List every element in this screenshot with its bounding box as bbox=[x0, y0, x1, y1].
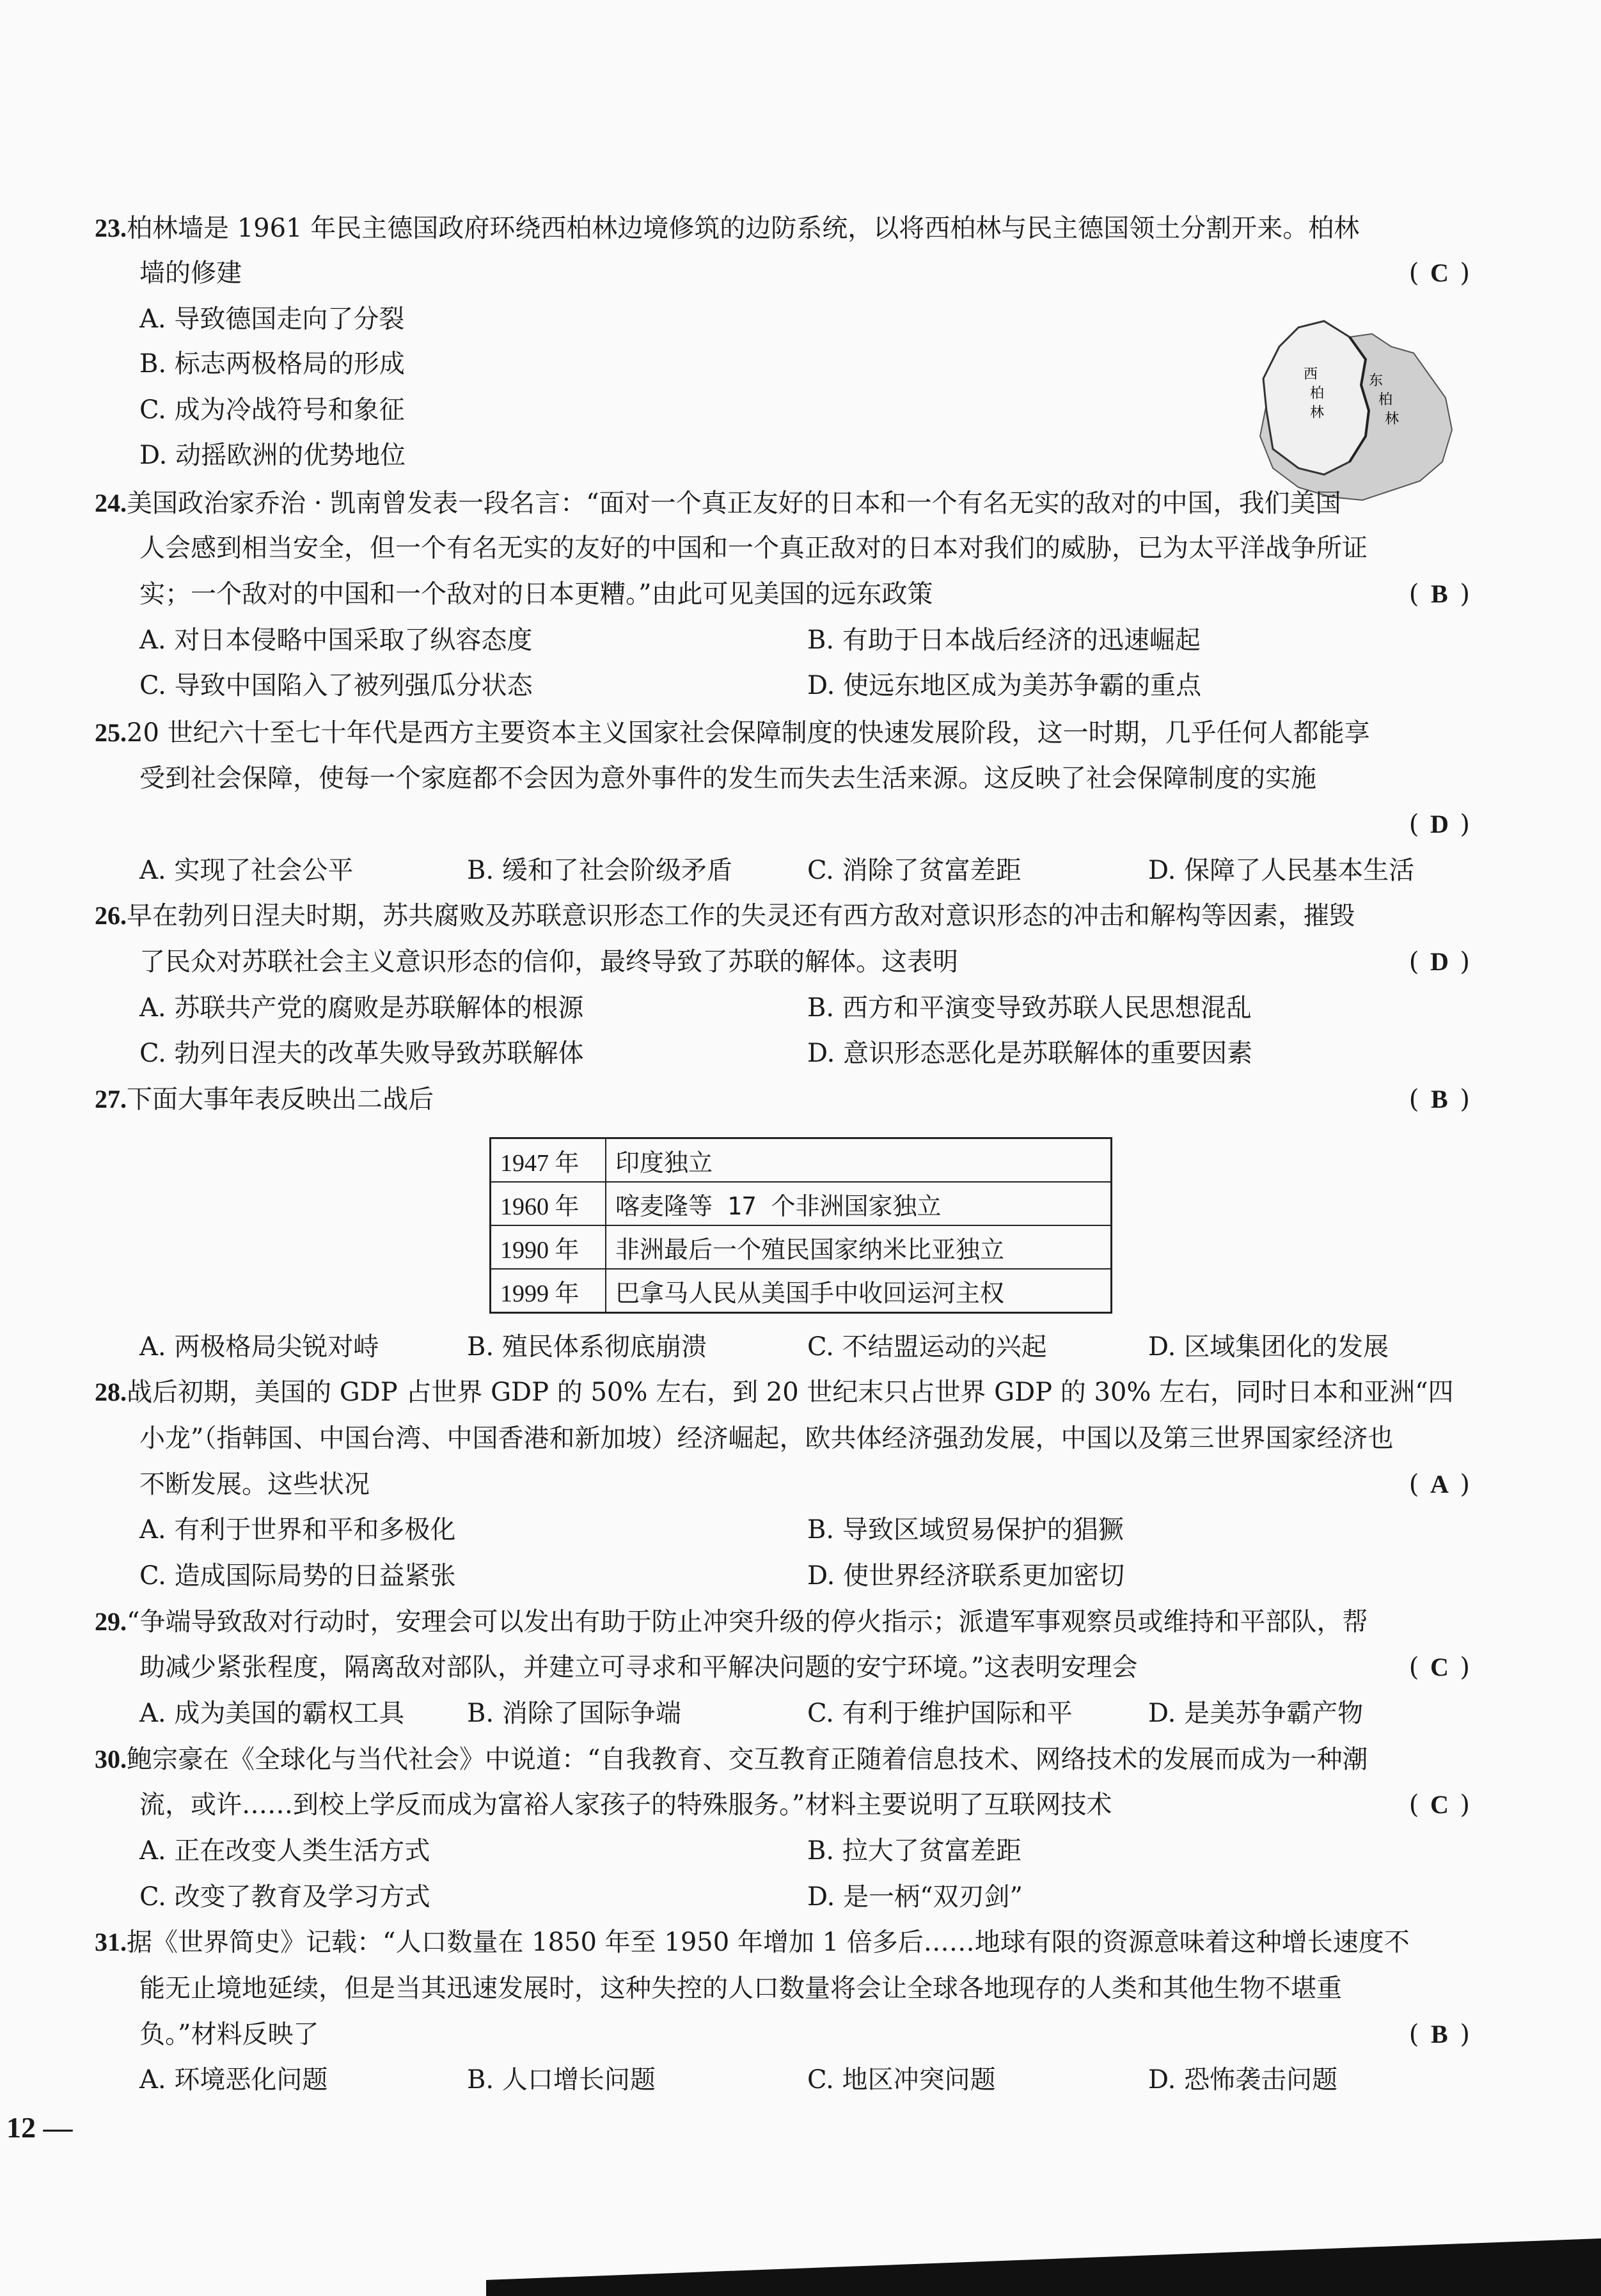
table-year: 1990 年 bbox=[491, 1225, 606, 1269]
answer-letter: B bbox=[1431, 2020, 1448, 2048]
answer-bracket: ( B ) bbox=[1408, 579, 1470, 609]
question-text: 下面大事年表反映出二战后 bbox=[127, 1085, 434, 1114]
question-text: 墙的修建 bbox=[139, 258, 242, 288]
scan-edge-shadow bbox=[486, 2219, 1601, 2296]
question-text: 负。”材料反映了 bbox=[139, 2020, 319, 2049]
table-year: 1960 年 bbox=[491, 1182, 606, 1225]
svg-text:柏: 柏 bbox=[1310, 386, 1325, 402]
answer-letter: A bbox=[1430, 1470, 1449, 1498]
question-number: 30. bbox=[95, 1745, 127, 1773]
option: B. 拉大了贫富差距 bbox=[807, 1836, 1021, 1866]
option: B. 消除了国际争端 bbox=[467, 1699, 681, 1728]
question-text: 流，或许……到校上学反而成为富裕人家孩子的特殊服务。”材料主要说明了互联网技术 bbox=[139, 1790, 1112, 1820]
events-table bbox=[489, 1137, 1112, 1314]
option: C. 导致中国陷入了被列强瓜分状态 bbox=[139, 671, 533, 700]
answer-bracket: ( B ) bbox=[1408, 2020, 1470, 2049]
answer-letter: D bbox=[1430, 947, 1449, 976]
question-text: 早在勃列日涅夫时期，苏共腐败及苏联意识形态工作的失灵还有西方敌对意识形态的冲击和解构等因素，摧毁 bbox=[127, 901, 1355, 931]
option: D. 使世界经济联系更加密切 bbox=[807, 1561, 1125, 1591]
question-text: 鲍宗豪在《全球化与当代社会》中说道：“自我教育、交互教育正随着信息技术、网络技术的发展而成为一种潮 bbox=[127, 1745, 1368, 1774]
question-number: 27. bbox=[95, 1085, 127, 1113]
option: A. 正在改变人类生活方式 bbox=[139, 1836, 430, 1866]
table-year: 1947 年 bbox=[491, 1138, 606, 1183]
option: C. 不结盟运动的兴起 bbox=[807, 1332, 1047, 1362]
question-text: 不断发展。这些状况 bbox=[139, 1470, 370, 1499]
option: A. 成为美国的霸权工具 bbox=[139, 1699, 405, 1728]
table-row bbox=[491, 1182, 1112, 1225]
option: C. 消除了贫富差距 bbox=[807, 856, 1021, 885]
option: D. 是一柄“双刃剑” bbox=[807, 1882, 1023, 1912]
answer-bracket: ( A ) bbox=[1408, 1470, 1470, 1499]
question-text: 据《世界简史》记载：“人口数量在 1850 年至 1950 年增加 1 倍多后……地球有限的资源意味着这种增长速度不 bbox=[127, 1928, 1410, 1957]
svg-text:林: 林 bbox=[1310, 405, 1325, 421]
option: A. 环境恶化问题 bbox=[139, 2065, 328, 2095]
question-number: 25. bbox=[95, 718, 127, 747]
option: A. 实现了社会公平 bbox=[139, 856, 354, 885]
table-event: 非洲最后一个殖民国家纳米比亚独立 bbox=[606, 1225, 1112, 1269]
option: A. 导致德国走向了分裂 bbox=[139, 304, 405, 334]
answer-letter: C bbox=[1430, 258, 1449, 287]
option: D. 意识形态恶化是苏联解体的重要因素 bbox=[807, 1039, 1253, 1068]
option: A. 两极格局尖锐对峙 bbox=[139, 1332, 379, 1362]
answer-letter: C bbox=[1430, 1653, 1449, 1681]
option: B. 西方和平演变导致苏联人民思想混乱 bbox=[807, 993, 1252, 1023]
question-text: 人会感到相当安全，但一个有名无实的友好的中国和一个真正敌对的日本对我们的威胁，已为太平洋战争所证 bbox=[139, 533, 1368, 563]
question-text: 了民众对苏联社会主义意识形态的信仰，最终导致了苏联的解体。这表明 bbox=[139, 947, 958, 977]
option: D. 恐怖袭击问题 bbox=[1148, 2065, 1338, 2095]
answer-bracket: ( C ) bbox=[1408, 1790, 1470, 1820]
west-label: 西 bbox=[1304, 366, 1318, 382]
question-number: 23. bbox=[95, 214, 127, 242]
option: D. 是美苏争霸产物 bbox=[1148, 1699, 1364, 1728]
answer-bracket: ( B ) bbox=[1408, 1085, 1470, 1114]
option: B. 人口增长问题 bbox=[467, 2065, 656, 2095]
option: C. 改变了教育及学习方式 bbox=[139, 1882, 430, 1912]
answer-bracket: ( C ) bbox=[1408, 1653, 1470, 1682]
question-number: 29. bbox=[95, 1607, 127, 1636]
option: B. 殖民体系彻底崩溃 bbox=[467, 1332, 707, 1362]
question-number: 26. bbox=[95, 901, 127, 930]
table-row bbox=[491, 1225, 1112, 1269]
question-text: 战后初期，美国的 GDP 占世界 GDP 的 50% 左右，到 20 世纪末只占世界 GDP 的 30% 左右，同时日本和亚洲“四 bbox=[127, 1378, 1454, 1407]
option: A. 苏联共产党的腐败是苏联解体的根源 bbox=[139, 993, 584, 1023]
east-label: 东 bbox=[1369, 373, 1384, 389]
question-text: 20 世纪六十至七十年代是西方主要资本主义国家社会保障制度的快速发展阶段，这一时期，几乎任何人都能享 bbox=[127, 718, 1370, 748]
question-number: 24. bbox=[95, 489, 127, 517]
option: D. 使远东地区成为美苏争霸的重点 bbox=[807, 671, 1202, 700]
answer-letter: B bbox=[1431, 1085, 1448, 1113]
question-text: 美国政治家乔治 · 凯南曾发表一段名言：“面对一个真正友好的日本和一个有名无实的敌对的中国，我们美国 bbox=[127, 489, 1341, 518]
option: C. 造成国际局势的日益紧张 bbox=[139, 1561, 456, 1591]
answer-bracket: ( D ) bbox=[1408, 947, 1470, 977]
option: C. 成为冷战符号和象征 bbox=[139, 395, 405, 425]
answer-bracket: ( D ) bbox=[1408, 810, 1470, 839]
question-text: “争端导致敌对行动时，安理会可以发出有助于防止冲突升级的停火指示；派遣军事观察员或维持和平部队，帮 bbox=[127, 1607, 1368, 1637]
page-number: 12 — bbox=[6, 2111, 73, 2144]
option: C. 地区冲突问题 bbox=[807, 2065, 996, 2095]
option: C. 勃列日涅夫的改革失败导致苏联解体 bbox=[139, 1039, 584, 1068]
svg-text:柏: 柏 bbox=[1378, 392, 1393, 408]
question-text: 柏林墙是 1961 年民主德国政府环绕西柏林边境修筑的边防系统，以将西柏林与民主德国领土分割开来。柏林 bbox=[127, 214, 1360, 243]
option: B. 缓和了社会阶级矛盾 bbox=[467, 856, 732, 885]
answer-bracket: ( C ) bbox=[1408, 258, 1470, 288]
question-number: 31. bbox=[95, 1928, 127, 1956]
table-row bbox=[491, 1269, 1112, 1313]
svg-text:林: 林 bbox=[1385, 411, 1400, 427]
option: A. 有利于世界和平和多极化 bbox=[139, 1515, 456, 1545]
question-number: 28. bbox=[95, 1378, 127, 1406]
option: D. 动摇欧洲的优势地位 bbox=[139, 441, 406, 470]
table-event: 印度独立 bbox=[606, 1138, 1112, 1183]
question-text: 小龙”（指韩国、中国台湾、中国香港和新加坡）经济崛起，欧共体经济强劲发展，中国以及第三世界国家经济也 bbox=[139, 1424, 1394, 1453]
option: B. 有助于日本战后经济的迅速崛起 bbox=[807, 625, 1201, 655]
table-row bbox=[491, 1138, 1112, 1183]
option: A. 对日本侵略中国采取了纵容态度 bbox=[139, 625, 533, 655]
table-event: 巴拿马人民从美国手中收回运河主权 bbox=[606, 1269, 1112, 1313]
option: B. 导致区域贸易保护的猖獗 bbox=[807, 1515, 1124, 1545]
question-text: 助减少紧张程度，隔离敌对部队，并建立可寻求和平解决问题的安宁环境。”这表明安理会 bbox=[139, 1653, 1138, 1682]
option: D. 区域集团化的发展 bbox=[1148, 1332, 1389, 1362]
option: C. 有利于维护国际和平 bbox=[807, 1699, 1073, 1728]
answer-letter: C bbox=[1430, 1790, 1449, 1819]
answer-letter: D bbox=[1430, 810, 1449, 838]
question-text: 受到社会保障，使每一个家庭都不会因为意外事件的发生而失去生活来源。这反映了社会保障制度的实施 bbox=[139, 764, 1316, 793]
question-text: 实；一个敌对的中国和一个敌对的日本更糟。”由此可见美国的远东政策 bbox=[139, 579, 933, 609]
option: D. 保障了人民基本生活 bbox=[1148, 856, 1415, 885]
question-text: 能无止境地延续，但是当其迅速发展时，这种失控的人口数量将会让全球各地现存的人类和其他生物不堪重 bbox=[139, 1974, 1342, 2003]
option: B. 标志两极格局的形成 bbox=[139, 349, 405, 379]
berlin-map bbox=[1254, 308, 1458, 507]
table-year: 1999 年 bbox=[491, 1269, 606, 1313]
table-event: 喀麦隆等 17 个非洲国家独立 bbox=[606, 1182, 1112, 1225]
answer-letter: B bbox=[1431, 579, 1448, 608]
